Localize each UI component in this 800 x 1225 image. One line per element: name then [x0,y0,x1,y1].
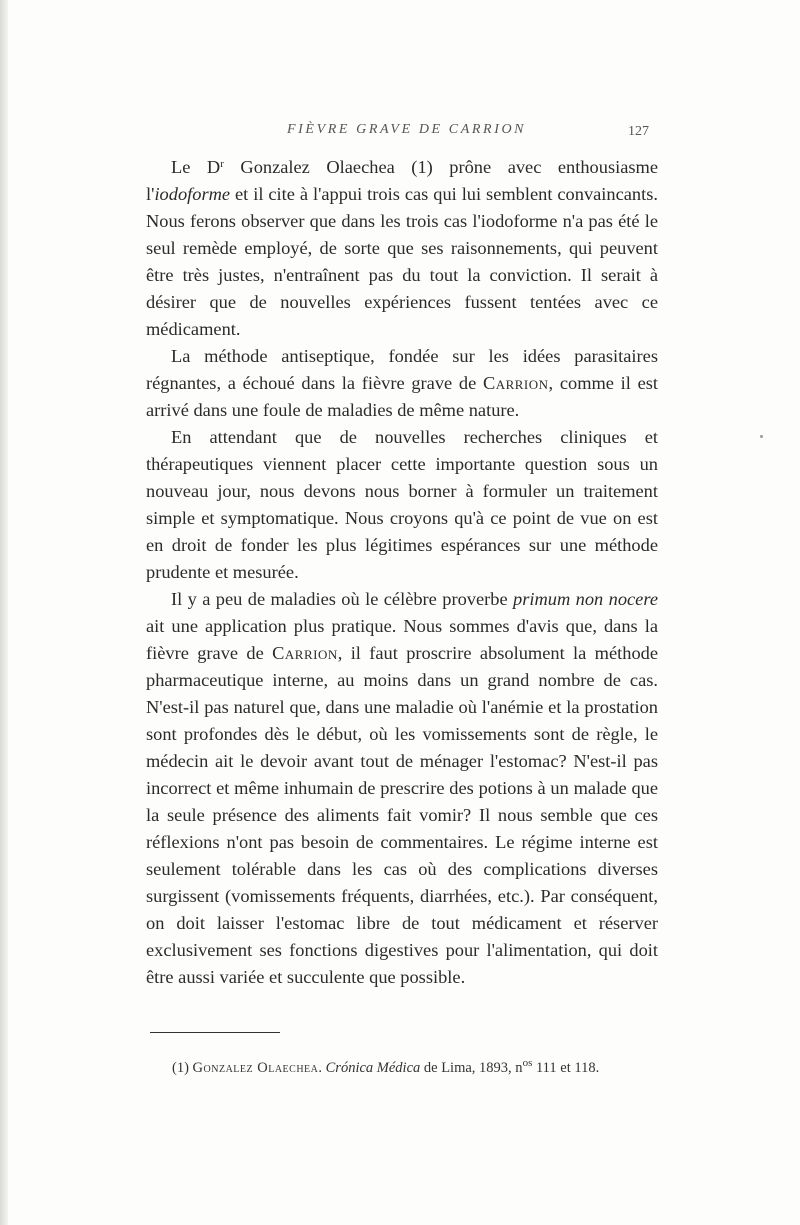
text-segment: ait une application plus pratique. Nous sommes d'avis que, dans la fièvre grave de [146,616,658,663]
text-segment: La méthode antiseptique, fondée sur les idées parasitaires régnantes, a échoué dans la fièvre grave de [146,346,658,393]
text-segment: os [522,1057,533,1069]
text-segment: Carrion [482,373,549,393]
text-segment: Gonzalez Olaechea [192,1060,319,1076]
text-segment: 111 et 118. [532,1060,600,1076]
text-segment: et il cite à l'appui trois cas qui lui semblent convaincants. Nous ferons observer que dans les trois cas l'iodoforme n'a pas été le seul remède employé, de sorte que ses raisonnements, qui peuvent être très justes, n'entraînent pas du tout la conviction. Il serait à désirer que de nouvelles expériences fussent tentées avec ce médicament. [146,184,658,339]
paragraph [146,343,658,424]
text-segment: de Lima, 1893, n [420,1060,523,1076]
text-segment: Le D [171,157,221,177]
text-segment: , comme il est arrivé dans une foule de maladies de même nature. [146,373,659,420]
paragraph [146,586,658,991]
text-segment: iodoforme [154,184,231,204]
text-segment: . [318,1060,326,1076]
text-segment: primum non nocere [513,589,658,609]
text-segment: Carrion [272,643,338,663]
text-segment: ) prône avec enthousiasme l' [146,157,659,204]
text-segment: Il y a peu de maladies où le célèbre proverbe [171,589,514,609]
footnote [172,1057,652,1077]
page-number: 127 [628,124,649,139]
paragraph [146,154,658,343]
text-segment: (1) [172,1060,193,1076]
footnote-separator [150,1032,280,1033]
text-segment: Gonzalez Olaechea ( [223,157,418,177]
page-binding-edge [0,0,8,1225]
text-segment: , il faut proscrire absolument la méthode pharmaceutique interne, au moins dans un grand nombre de cas. N'est-il pas naturel que, dans une maladie où l'anémie et la prostation sont profondes dès le début, où les vomissements sont de règle, le médecin ait le devoir avant tout de ménager l'estomac? N'est-il pas incorrect et même inhumain de prescrire des potions à un malade que la seule présence des aliments fait vomir? Il nous semble que ces réflexions n'ont pas besoin de commentaires. Le régime interne est seulement tolérable dans les cas où des complications diverses surgissent (vomissements fréquents, diarrhées, etc.). Par conséquent, on doit laisser l'estomac libre de tout médicament et réserver exclusivement ses fonctions digestives pour l'alimentation, qui doit être aussi variée et succulente que possible. [146,643,659,987]
text-segment: Crónica Médica [325,1060,421,1076]
text-segment: 1 [417,157,427,177]
paper-speck [760,435,763,438]
paragraph [146,424,658,586]
running-title: FIÈVRE GRAVE DE CARRION [287,122,527,137]
body-text [146,154,658,991]
text-segment: r [220,158,224,170]
text-segment: En attendant que de nouvelles recherches cliniques et thérapeutiques viennent placer cette importante question sous un nouveau jour, nous devons nous borner à formuler un traitement simple et symptomatique. Nous croyons qu'à ce point de vue on est en droit de fonder les plus légitimes espérances sur une méthode prudente et mesurée. [146,427,658,582]
